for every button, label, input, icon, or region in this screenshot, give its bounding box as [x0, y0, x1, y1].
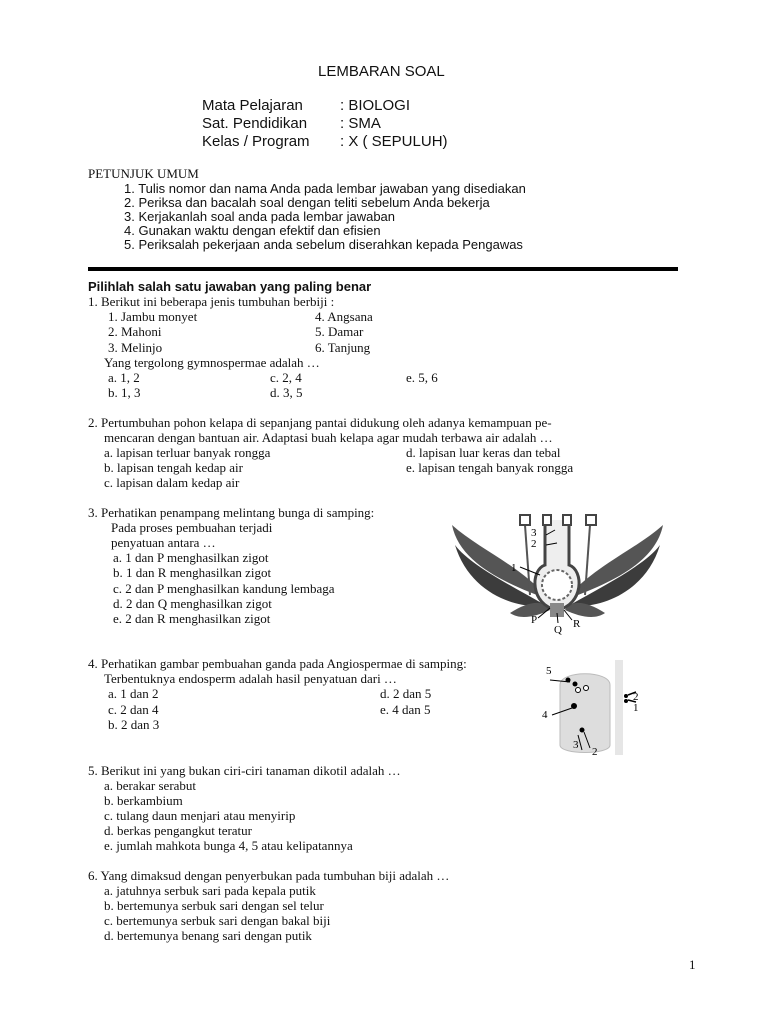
q4-stem: 4. Perhatikan gambar pembuahan ganda pada Angiospermae di samping: — [88, 656, 467, 671]
q3-stem: 3. Perhatikan penampang melintang bunga di samping: — [88, 505, 375, 520]
meta-value-subject: : BIOLOGI — [340, 97, 411, 114]
q6-option-c: c. bertemunya serbuk sari dengan bakal biji — [104, 913, 331, 928]
figure-label-3: 3 — [531, 527, 537, 539]
figure4-label-2b: 2 — [592, 746, 598, 758]
q2-option-a: a. lapisan terluar banyak rongga — [104, 445, 271, 460]
q4-option-d: d. 2 dan 5 — [380, 686, 432, 701]
q4-option-b: b. 2 dan 3 — [108, 717, 160, 732]
q5-option-e: e. jumlah mahkota bunga 4, 5 atau kelipatannya — [104, 838, 353, 853]
figure-label-r: R — [573, 618, 581, 630]
meta-label-level: Sat. Pendidikan — [202, 115, 308, 132]
q3-line3: penyatuan antara … — [111, 535, 216, 550]
q1-plant: 2. Mahoni — [108, 324, 162, 339]
q5-option-c: c. tulang daun menjari atau menyirip — [104, 808, 296, 823]
meta-value-level: : SMA — [340, 115, 381, 132]
figure-label-q: Q — [554, 624, 562, 636]
figure-label-1: 1 — [511, 562, 517, 574]
q5-option-d: d. berkas pengangkut teratur — [104, 823, 253, 838]
q2-option-d: d. lapisan luar keras dan tebal — [406, 445, 561, 460]
q5-option-a: a. berakar serabut — [104, 778, 197, 793]
q4-line2: Terbentuknya endosperm adalah hasil penyatuan dari … — [104, 671, 397, 686]
section-title: Pilihlah salah satu jawaban yang paling benar — [88, 279, 372, 294]
q2-stem-cont: mencaran dengan bantuan air. Adaptasi buah kelapa agar mudah terbawa air adalah … — [104, 430, 553, 445]
instruction-item: 4. Gunakan waktu dengan efektif dan efisien — [124, 223, 381, 238]
instruction-item: 2. Periksa dan bacalah soal dengan teliti sebelum Anda bekerja — [124, 195, 490, 210]
q1-plant: 3. Melinjo — [108, 340, 163, 355]
q2-option-c: c. lapisan dalam kedap air — [104, 475, 240, 490]
q3-option-a: a. 1 dan P menghasilkan zigot — [113, 550, 269, 565]
q4-option-a: a. 1 dan 2 — [108, 686, 159, 701]
q5-stem: 5. Berikut ini yang bukan ciri-ciri tanaman dikotil adalah … — [88, 763, 401, 778]
figure-label-2: 2 — [531, 538, 537, 550]
q1-stem: 1. Berikut ini beberapa jenis tumbuhan berbiji : — [88, 294, 335, 309]
q3-option-e: e. 2 dan R menghasilkan zigot — [113, 611, 271, 626]
meta-value-class: : X ( SEPULUH) — [340, 133, 448, 150]
q4-option-e: e. 4 dan 5 — [380, 702, 431, 717]
figure4-label-2: 2 — [633, 691, 639, 703]
double-fertilization-figure — [540, 660, 670, 760]
figure4-label-1: 1 — [633, 702, 639, 714]
figure4-label-3: 3 — [573, 739, 579, 751]
q6-stem: 6. Yang dimaksud dengan penyerbukan pada tumbuhan biji adalah … — [88, 868, 450, 883]
q3-line2: Pada proses pembuahan terjadi — [111, 520, 273, 535]
page-title: LEMBARAN SOAL — [318, 63, 445, 80]
meta-label-subject: Mata Pelajaran — [202, 97, 303, 114]
q3-option-b: b. 1 dan R menghasilkan zigot — [113, 565, 272, 580]
q1-prompt: Yang tergolong gymnospermae adalah … — [104, 355, 320, 370]
q1-plant: 4. Angsana — [315, 309, 373, 324]
page-number: 1 — [689, 957, 696, 972]
figure-label-p: P — [531, 614, 538, 626]
divider-rule — [88, 267, 678, 271]
instructions-heading: PETUNJUK UMUM — [88, 166, 199, 181]
q2-option-e: e. lapisan tengah banyak rongga — [406, 460, 574, 475]
q6-option-d: d. bertemunya benang sari dengan putik — [104, 928, 312, 943]
meta-label-class: Kelas / Program — [202, 133, 310, 150]
q1-option-a: a. 1, 2 — [108, 370, 140, 385]
q1-plant: 1. Jambu monyet — [108, 309, 198, 324]
instruction-item: 5. Periksalah pekerjaan anda sebelum diserahkan kepada Pengawas — [124, 237, 523, 252]
figure4-label-4: 4 — [542, 709, 548, 721]
q6-option-b: b. bertemunya serbuk sari dengan sel telur — [104, 898, 324, 913]
q1-option-e: e. 5, 6 — [406, 370, 438, 385]
figure4-label-5: 5 — [546, 665, 552, 677]
instruction-item: 3. Kerjakanlah soal anda pada lembar jawaban — [124, 209, 396, 224]
q1-option-b: b. 1, 3 — [108, 385, 141, 400]
flower-cross-section-figure — [450, 505, 665, 645]
q1-option-d: d. 3, 5 — [270, 385, 303, 400]
instruction-item: 1. Tulis nomor dan nama Anda pada lembar jawaban yang disediakan — [124, 181, 526, 196]
q5-option-b: b. berkambium — [104, 793, 183, 808]
q1-plant: 6. Tanjung — [315, 340, 371, 355]
q6-option-a: a. jatuhnya serbuk sari pada kepala putik — [104, 883, 316, 898]
q1-plant: 5. Damar — [315, 324, 364, 339]
q3-option-c: c. 2 dan P menghasilkan kandung lembaga — [113, 581, 335, 596]
q3-option-d: d. 2 dan Q menghasilkan zigot — [113, 596, 272, 611]
q2-option-b: b. lapisan tengah kedap air — [104, 460, 243, 475]
q2-stem: 2. Pertumbuhan pohon kelapa di sepanjang pantai didukung oleh adanya kemampuan pe- — [88, 415, 552, 430]
q1-option-c: c. 2, 4 — [270, 370, 302, 385]
q4-option-c: c. 2 dan 4 — [108, 702, 159, 717]
